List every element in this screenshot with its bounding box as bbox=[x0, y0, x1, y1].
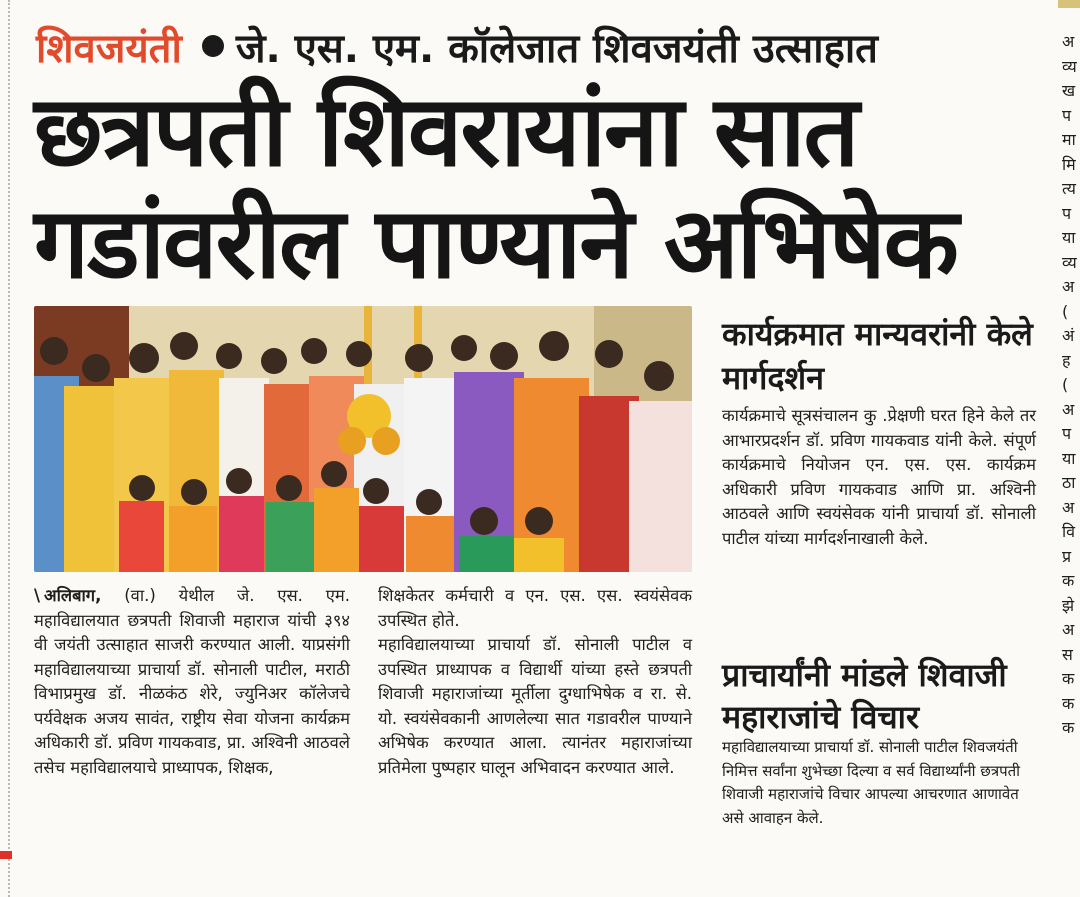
page-edge-marker bbox=[0, 851, 12, 859]
edge-fragment: अ bbox=[1062, 32, 1075, 51]
section-heading-1: कार्यक्रमात मान्यवरांनी केले मार्गदर्शन bbox=[722, 315, 1033, 397]
edge-fragment: प bbox=[1062, 105, 1072, 125]
group-photo bbox=[34, 306, 692, 572]
article-column-1 bbox=[34, 584, 350, 780]
edge-fragment: ( bbox=[1062, 375, 1069, 394]
edge-fragment: अं bbox=[1062, 326, 1075, 345]
edge-fragment: प bbox=[1062, 424, 1072, 443]
group-photo-icon bbox=[34, 306, 692, 572]
edge-fragment: अ bbox=[1062, 399, 1075, 419]
dateline-place: अलिबाग, bbox=[44, 586, 102, 605]
edge-fragment: ह bbox=[1062, 350, 1071, 370]
edge-fragment: प bbox=[1062, 203, 1072, 223]
edge-fragment: ख bbox=[1062, 81, 1076, 100]
adjacent-article-edge bbox=[1062, 30, 1080, 880]
kicker-tag: शिवजयंती bbox=[36, 25, 182, 72]
article-text-1: (वा.) येथील जे. एस. एम. महाविद्यालयात छत्रपती शिवाजी महाराज यांची ३९४ वी जयंती उत्साहात साजरी करण्यात आली. याप्रसंगी महाविद्यालयाच्या प्राचार्या डॉ. सोनाली पाटील, मराठी विभाप्रमुख डॉ. नीळकंठ शेरे, ज्युनिअर कॉलेजचे पर्यवेक्षक अजय सावंत, राष्ट्रीय सेवा योजना कार्यक्रम अधिकारी डॉ. प्रविण गायकवाड, प्रा. अश्विनी आठवले तसेच महाविद्यालयाचे प्राध्यापक, शिक्षक, bbox=[34, 586, 350, 777]
edge-fragment: मि bbox=[1062, 154, 1076, 174]
edge-fragment: क bbox=[1062, 693, 1075, 713]
dateline-mark: \ bbox=[34, 586, 41, 605]
edge-fragment: या bbox=[1062, 448, 1076, 468]
edge-fragment: प्र bbox=[1062, 546, 1072, 566]
edge-fragment: त्य bbox=[1062, 179, 1076, 198]
edge-fragment: वि bbox=[1062, 522, 1076, 541]
edge-fragment: व्य bbox=[1062, 56, 1077, 76]
bullet-icon bbox=[202, 35, 224, 57]
headline-line-2: गडांवरील पाण्याने अभिषेक bbox=[34, 187, 957, 301]
edge-fragment: क bbox=[1062, 669, 1075, 688]
edge-fragment: झे bbox=[1062, 595, 1075, 615]
headline bbox=[34, 76, 1046, 300]
edge-fragment: या bbox=[1062, 228, 1076, 247]
column-rule-dotted bbox=[8, 0, 10, 897]
edge-fragment: अ bbox=[1062, 277, 1075, 296]
edge-fragment: क bbox=[1062, 571, 1075, 590]
article-text-2a: शिक्षकेतर कर्मचारी व एन. एस. एस. स्वयंसेवक उपस्थित होते. bbox=[378, 586, 692, 630]
edge-fragment: स bbox=[1062, 644, 1073, 664]
kicker-line bbox=[36, 18, 878, 74]
edge-fragment: ठा bbox=[1062, 473, 1076, 492]
article-text-2b: महाविद्यालयाच्या प्राचार्या डॉ. सोनाली पाटील व उपस्थित प्राध्यापक व विद्यार्थी यांच्या हस्ते छत्रपती शिवाजी महाराजांच्या मूर्तीला दुग्धाभिषेक व रा. से. यो. स्वयंसेवकानी आणलेल्या सात गडावरील पाण्याने अभिषेक करण्यात आला. त्यानंतर महाराजांच्या प्रतिमेला पुष्पहार घालून अभिवादन करण्यात आले. bbox=[378, 635, 692, 777]
section-heading-2: प्राचार्यांनी मांडले शिवाजी महाराजांचे विचार bbox=[722, 656, 1007, 736]
edge-fragment: व्य bbox=[1062, 252, 1077, 272]
edge-fragment: मा bbox=[1062, 130, 1076, 149]
edge-fragment: ( bbox=[1062, 301, 1069, 321]
section-text-1: कार्यक्रमाचे सूत्रसंचालन कु .प्रेक्षणी घरत हिने केले तर आभारप्रदर्शन डॉ. प्रविण गायकवाड यांनी केले. संपूर्ण कार्यक्रमाचे नियोजन एन. एस. एस. कार्यक्रम अधिकारी प्रविण गायकवाड आणि प्रा. अश्विनी आठवले आणि स्वयंसेवक यांनी प्राचार्या डॉ. सोनाली पाटील यांच्या मार्गदर्शनाखाली केले. bbox=[722, 406, 1036, 548]
edge-fragment: अ bbox=[1062, 620, 1075, 639]
edge-fragment: क bbox=[1062, 718, 1075, 737]
section-text-2: महाविद्यालयाच्या प्राचार्या डॉ. सोनाली पाटील शिवजयंती निमित्त सर्वांना शुभेच्छा दिल्या व सर्व विद्यार्थ्यांनी छत्रपती शिवाजी महाराजांचे विचार आपल्या आचरणात आणावेत असे आवाहन केले. bbox=[722, 738, 1021, 827]
kicker-subtitle: जे. एस. एम. कॉलेजात शिवजयंती उत्साहात bbox=[235, 25, 878, 72]
edge-fragment: अ bbox=[1062, 497, 1075, 517]
headline-line-1: छत्रपती शिवरायांना सात bbox=[34, 75, 858, 189]
adjacent-ad-edge bbox=[1058, 0, 1080, 8]
article-column-2 bbox=[378, 584, 692, 780]
